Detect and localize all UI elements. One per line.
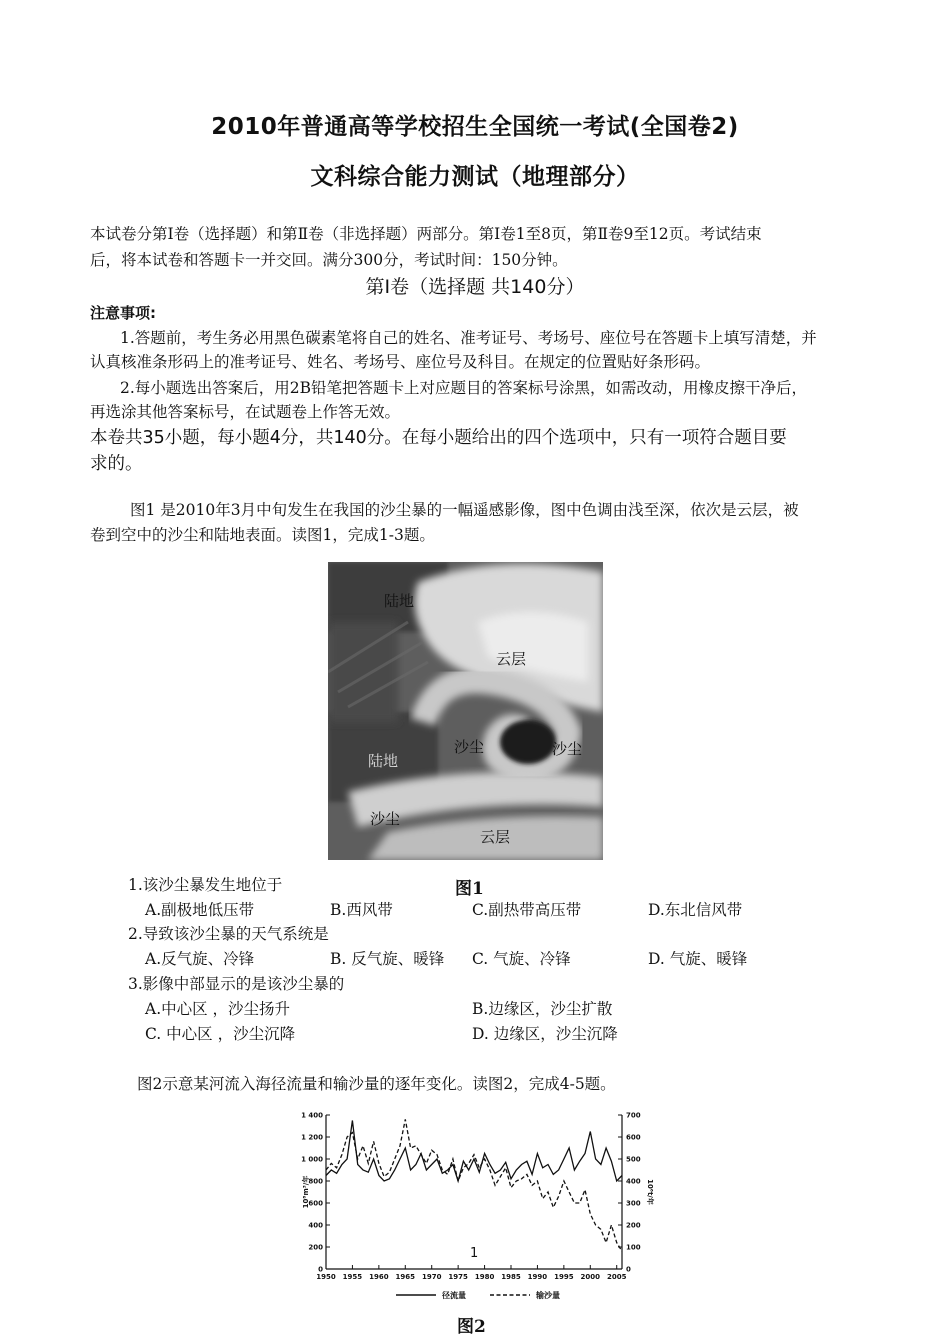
label-land-top: 陆地 <box>384 592 415 610</box>
satellite-image <box>328 562 603 860</box>
summary-line-1: 本卷共35小题，每小题4分，共140分。在每小题给出的四个选项中，只有一项符合题目要 <box>90 428 787 448</box>
fig1-intro-line-1: 图1 是2010年3月中旬发生在我国的沙尘暴的一幅遥感影像，图中色调由浅至深，依次是云层，被 <box>130 501 799 519</box>
q1-option-b: B.西风带 <box>330 901 393 919</box>
q3-option-c: C. 中心区 ，沙尘沉降 <box>145 1025 296 1043</box>
notice-1-line-1: 1.答题前，考生务必用黑色碳素笔将自己的姓名、准考证号、考场号、座位号在答题卡上填写清楚，并 <box>120 329 817 347</box>
fig1-intro-line-2: 卷到空中的沙尘和陆地表面。读图1，完成1-3题。 <box>90 526 435 544</box>
x-tick-label: 1960 <box>369 1273 389 1281</box>
x-tick-label: 1975 <box>448 1273 468 1281</box>
x-tick-label: 2005 <box>606 1273 627 1281</box>
label-dust-mid: 沙尘 <box>454 738 485 756</box>
right-axis-label: 10⁶t/年 <box>646 1179 654 1205</box>
q3-option-a: A.中心区 ，沙尘扬升 <box>145 1000 291 1018</box>
q2-option-c: C. 气旋、冷锋 <box>472 950 571 968</box>
x-tick-label: 1990 <box>527 1273 548 1281</box>
notice-1-line-2: 认真核准条形码上的准考证号、姓名、考场号、座位号及科目。在规定的位置贴好条形码。 <box>90 353 711 371</box>
section-heading: 第Ⅰ卷（选择题 共140分） <box>365 276 585 298</box>
exam-title: 2010年普通高等学校招生全国统一考试(全国卷2) <box>211 114 739 140</box>
left-tick-label: 1 400 <box>301 1111 323 1120</box>
series-line-runoff <box>326 1121 622 1182</box>
q2-option-d: D. 气旋、暖锋 <box>648 950 748 968</box>
notice-title: 注意事项: <box>90 304 156 322</box>
fig2-intro: 图2示意某河流入海径流量和输沙量的逐年变化。读图2，完成4-5题。 <box>137 1075 616 1093</box>
x-tick-label: 1970 <box>421 1273 442 1281</box>
q3-option-b: B.边缘区，沙尘扩散 <box>472 1000 613 1018</box>
legend-label-runoff: 径流量 <box>442 1291 466 1300</box>
left-tick-label: 1 200 <box>301 1133 323 1142</box>
right-tick-label: 0 <box>626 1265 631 1274</box>
right-tick-label: 300 <box>626 1199 641 1208</box>
chart-container <box>300 1105 660 1337</box>
question-2-stem: 2.导致该沙尘暴的天气系统是 <box>128 925 329 943</box>
question-3-stem: 3.影像中部显示的是该沙尘暴的 <box>128 975 345 993</box>
x-tick-label: 1965 <box>395 1273 416 1281</box>
notice-2-line-1: 2.每小题选出答案后，用2B铅笔把答题卡上对应题目的答案标号涂黑，如需改动，用橡皮擦干净后， <box>120 379 808 397</box>
right-tick-label: 600 <box>626 1133 641 1142</box>
right-tick-label: 500 <box>626 1155 641 1164</box>
x-tick-label: 1980 <box>474 1273 495 1281</box>
q1-option-c: C.副热带高压带 <box>472 901 582 919</box>
label-cloud-low: 云层 <box>480 828 511 846</box>
intro-line-1: 本试卷分第Ⅰ卷（选择题）和第Ⅱ卷（非选择题）两部分。第Ⅰ卷1至8页，第Ⅱ卷9至12页。考试结束 <box>90 225 762 243</box>
fig1-caption: 图1 <box>455 879 484 899</box>
legend-label-sediment: 输沙量 <box>536 1291 560 1300</box>
right-tick-label: 700 <box>626 1111 641 1120</box>
q3-option-d: D. 边缘区，沙尘沉降 <box>472 1025 618 1043</box>
q2-option-a: A.反气旋、冷锋 <box>145 950 255 968</box>
page-number: 1 <box>470 1246 479 1261</box>
left-tick-label: 1 000 <box>301 1155 323 1164</box>
left-tick-label: 600 <box>308 1199 323 1208</box>
left-tick-label: 400 <box>308 1221 323 1230</box>
x-tick-label: 1950 <box>316 1273 336 1281</box>
fig2-caption: 图2 <box>457 1317 486 1337</box>
label-cloud-top: 云层 <box>496 650 527 668</box>
x-tick-label: 1955 <box>342 1273 363 1281</box>
left-tick-label: 800 <box>308 1177 323 1186</box>
intro-line-2: 后，将本试卷和答题卡一并交回。满分300分，考试时间：150分钟。 <box>90 251 568 269</box>
left-tick-label: 0 <box>318 1265 323 1274</box>
left-axis-label: 10⁸m³/年 <box>302 1175 310 1209</box>
right-tick-label: 200 <box>626 1221 641 1230</box>
q2-option-b: B. 反气旋、暖锋 <box>330 950 445 968</box>
notice-2-line-2: 再选涂其他答案标号，在试题卷上作答无效。 <box>90 403 401 421</box>
label-land-mid: 陆地 <box>368 752 399 770</box>
runoff-sediment-chart <box>300 1105 660 1337</box>
q1-option-d: D.东北信风带 <box>648 901 743 919</box>
left-tick-label: 200 <box>308 1243 323 1252</box>
label-dust-right: 沙尘 <box>552 740 583 758</box>
label-dust-low: 沙尘 <box>370 810 401 828</box>
right-tick-label: 400 <box>626 1177 641 1186</box>
series-line-sediment <box>326 1119 622 1251</box>
q1-option-a: A.副极地低压带 <box>145 901 255 919</box>
x-tick-label: 1985 <box>501 1273 521 1281</box>
summary-line-2: 求的。 <box>90 454 143 474</box>
question-1-stem: 1.该沙尘暴发生地位于 <box>128 876 283 894</box>
exam-subtitle: 文科综合能力测试（地理部分） <box>310 164 640 190</box>
right-tick-label: 100 <box>626 1243 641 1252</box>
x-tick-label: 2000 <box>580 1273 601 1281</box>
x-tick-label: 1995 <box>554 1273 574 1281</box>
